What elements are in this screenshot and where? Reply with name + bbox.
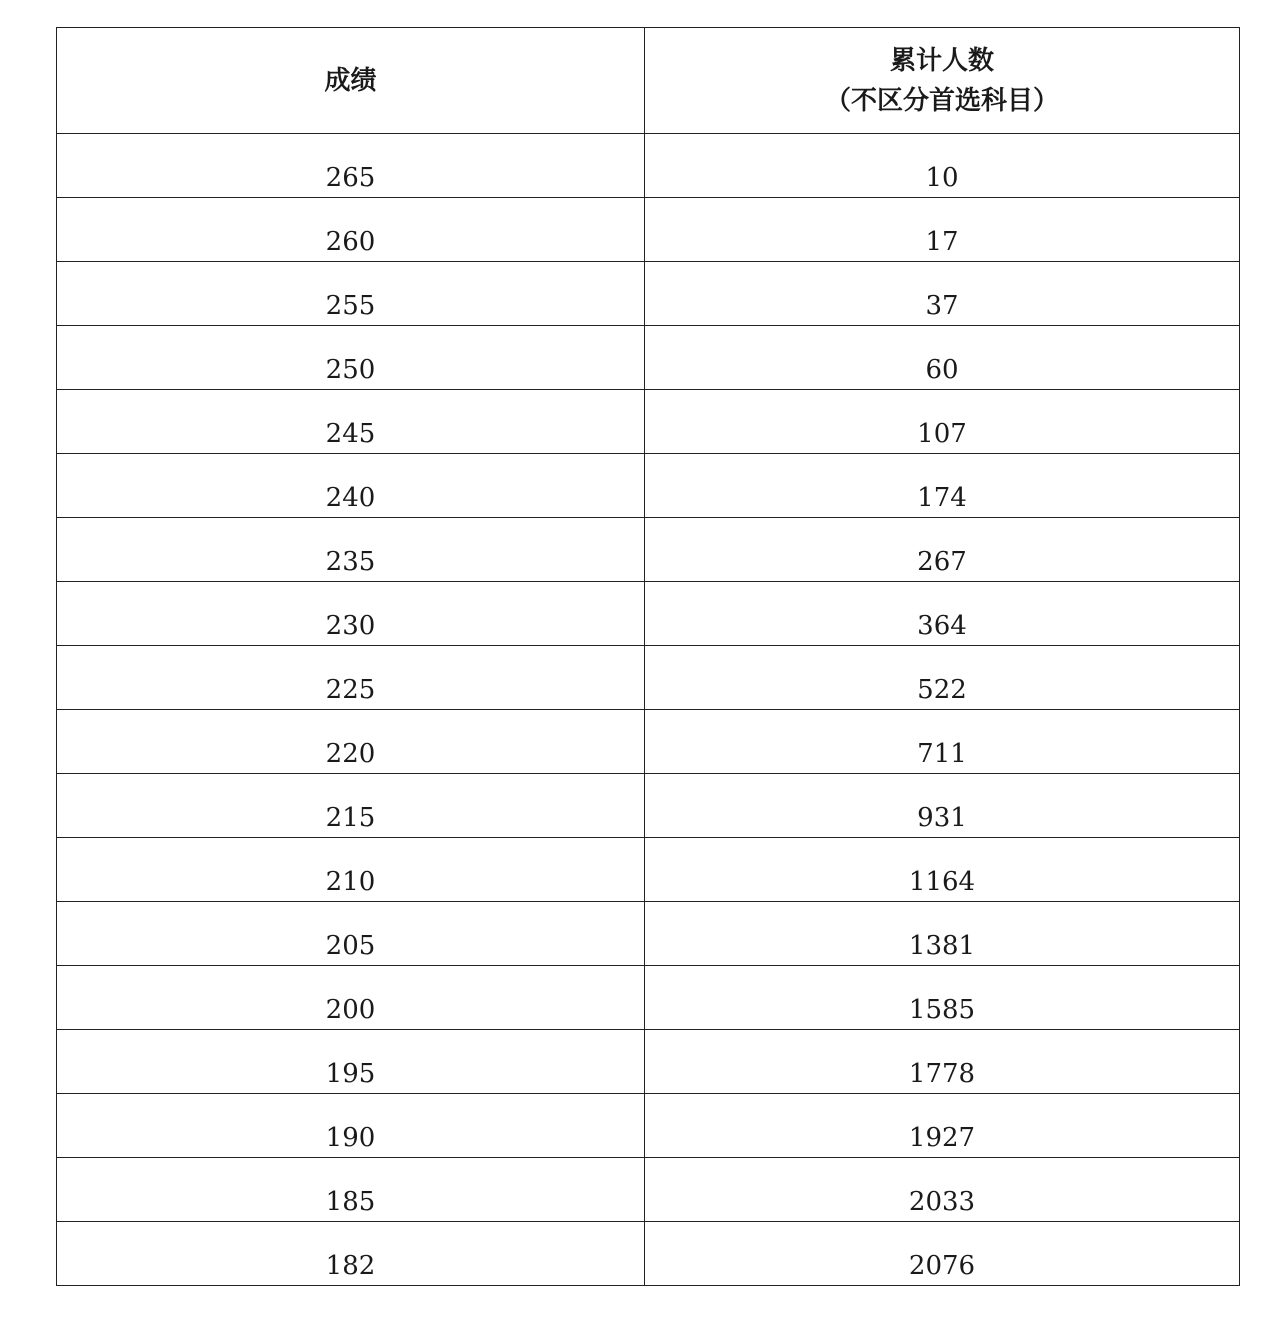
table-row xyxy=(57,774,1240,838)
count-cell: 364 xyxy=(645,582,1240,646)
table-row xyxy=(57,902,1240,966)
count-cell: 1927 xyxy=(645,1094,1240,1158)
score-cell: 230 xyxy=(57,582,645,646)
table-row xyxy=(57,326,1240,390)
score-cell: 225 xyxy=(57,646,645,710)
score-cell: 265 xyxy=(57,134,645,198)
score-cell: 240 xyxy=(57,454,645,518)
table-row xyxy=(57,1030,1240,1094)
score-cell: 182 xyxy=(57,1222,645,1286)
score-cell: 200 xyxy=(57,966,645,1030)
cumulative-count-column-header xyxy=(645,28,1240,134)
score-cell: 210 xyxy=(57,838,645,902)
score-cell: 250 xyxy=(57,326,645,390)
score-cell: 205 xyxy=(57,902,645,966)
table-row xyxy=(57,262,1240,326)
cumulative-header-note: （不区分首选科目） xyxy=(824,85,1059,116)
count-cell: 522 xyxy=(645,646,1240,710)
score-cell: 255 xyxy=(57,262,645,326)
score-cell: 245 xyxy=(57,390,645,454)
count-cell: 1164 xyxy=(645,838,1240,902)
table-body xyxy=(57,134,1240,1286)
score-cell: 215 xyxy=(57,774,645,838)
table-row xyxy=(57,966,1240,1030)
table-row xyxy=(57,518,1240,582)
count-cell: 1778 xyxy=(645,1030,1240,1094)
score-cell: 185 xyxy=(57,1158,645,1222)
score-header-label: 成绩 xyxy=(324,65,377,96)
table-row xyxy=(57,582,1240,646)
count-cell: 17 xyxy=(645,198,1240,262)
score-cell: 220 xyxy=(57,710,645,774)
table-row xyxy=(57,134,1240,198)
count-cell: 2033 xyxy=(645,1158,1240,1222)
score-cell: 190 xyxy=(57,1094,645,1158)
count-cell: 107 xyxy=(645,390,1240,454)
count-cell: 2076 xyxy=(645,1222,1240,1286)
table-row xyxy=(57,1158,1240,1222)
count-cell: 1585 xyxy=(645,966,1240,1030)
table-row xyxy=(57,1094,1240,1158)
count-cell: 711 xyxy=(645,710,1240,774)
count-cell: 931 xyxy=(645,774,1240,838)
count-cell: 174 xyxy=(645,454,1240,518)
table-row xyxy=(57,710,1240,774)
count-cell: 37 xyxy=(645,262,1240,326)
score-distribution-table xyxy=(56,27,1240,1286)
score-cell: 235 xyxy=(57,518,645,582)
table-row xyxy=(57,390,1240,454)
table-row xyxy=(57,454,1240,518)
table-header-row xyxy=(57,28,1240,134)
table-row xyxy=(57,646,1240,710)
count-cell: 60 xyxy=(645,326,1240,390)
score-cell: 195 xyxy=(57,1030,645,1094)
count-cell: 267 xyxy=(645,518,1240,582)
cumulative-header-label: 累计人数 xyxy=(889,45,994,76)
table-row xyxy=(57,1222,1240,1286)
score-cell: 260 xyxy=(57,198,645,262)
count-cell: 10 xyxy=(645,134,1240,198)
table-row xyxy=(57,198,1240,262)
count-cell: 1381 xyxy=(645,902,1240,966)
table-row xyxy=(57,838,1240,902)
score-column-header xyxy=(57,28,645,134)
